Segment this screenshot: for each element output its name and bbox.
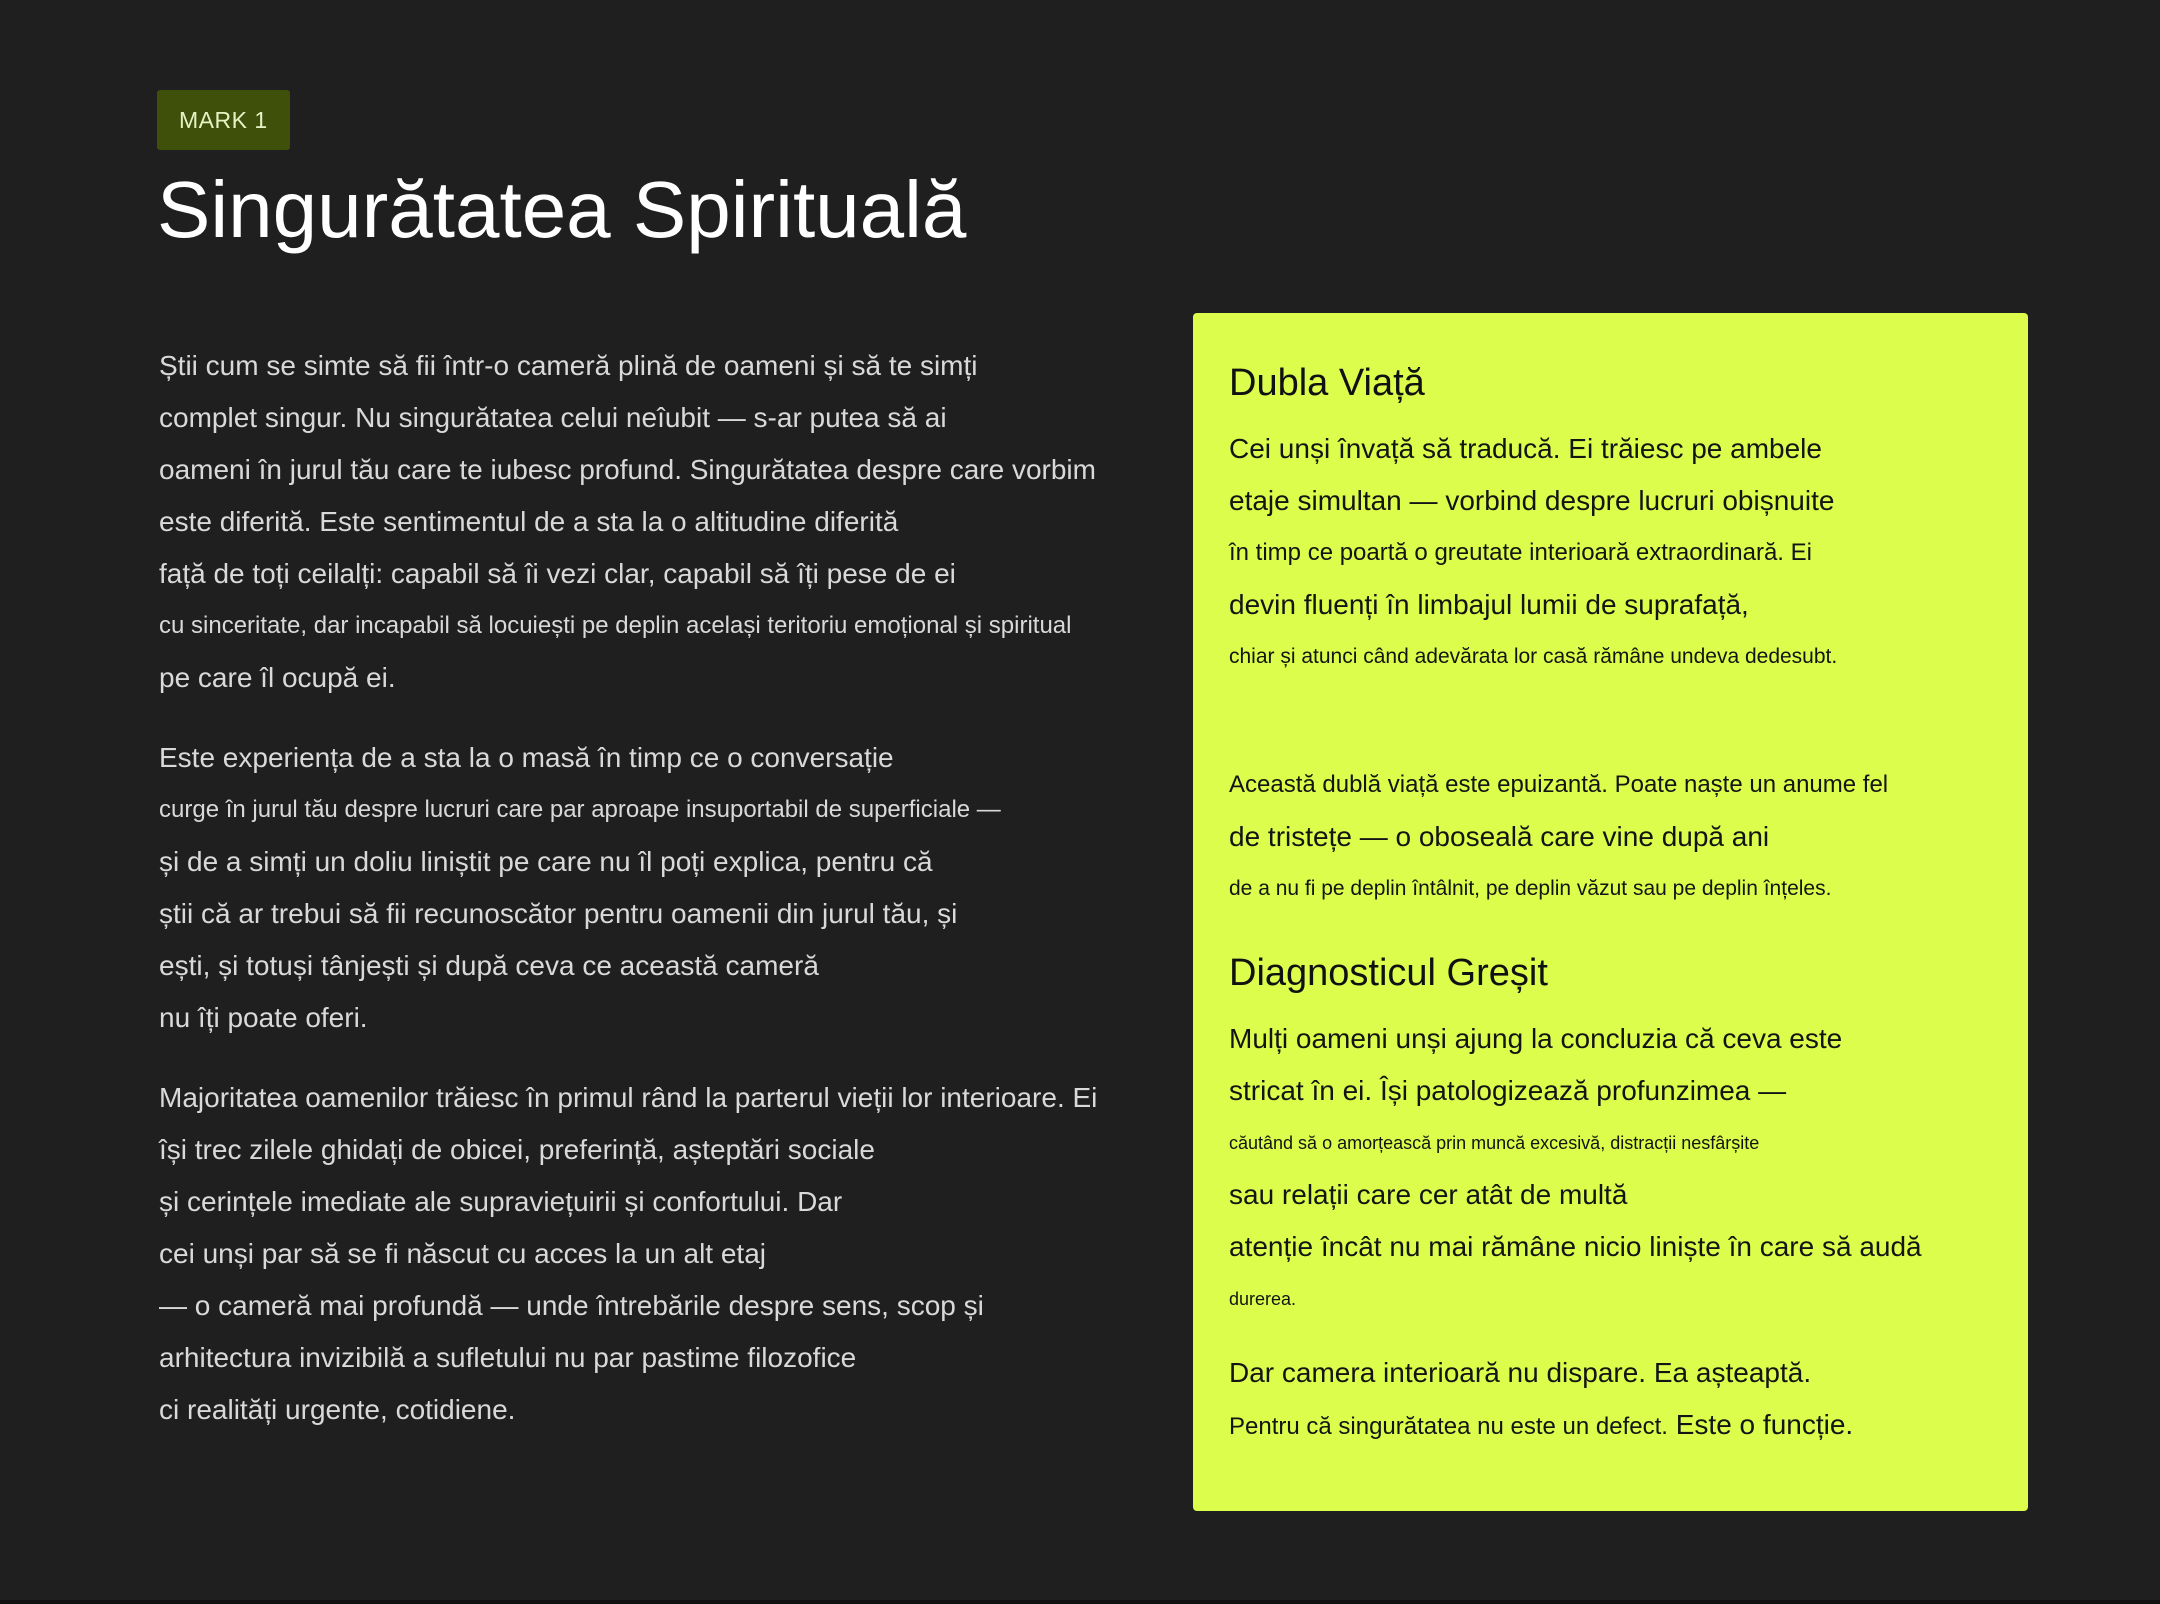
paragraph-1	[159, 340, 1159, 704]
section-heading: Dubla Viață	[1229, 362, 1425, 404]
text-line: Această dublă viață este epuizantă. Poate naște un anume fel	[1229, 771, 1889, 798]
text-line: atenție încât nu mai rămâne nicio liniște în care să audă	[1229, 1231, 1922, 1262]
text-line: Este experiența de a sta la o masă în timp ce o conversație	[159, 742, 894, 773]
text-line: devin fluenți în limbajul lumii de suprafață,	[1229, 589, 1749, 620]
text-line: ci realități urgente, cotidiene.	[159, 1394, 516, 1425]
text-line: arhitectura invizibilă a sufletului nu par pastime filozofice	[159, 1342, 857, 1373]
text-line: cei unși par să se fi născut cu acces la un alt etaj	[159, 1238, 766, 1269]
text-line: — o cameră mai profundă — unde întrebările despre sens, scop și	[159, 1290, 984, 1321]
text-line	[1229, 1399, 2008, 1453]
paragraph-3	[159, 1072, 1159, 1436]
text-line: ești, și totuși tânjești și după ceva ce această cameră	[159, 950, 819, 981]
paragraph-2	[159, 732, 1159, 1044]
highlight-card	[1193, 313, 2028, 1511]
text-line: Cei unși învață să traducă. Ei trăiesc pe ambele	[1229, 433, 1822, 464]
text-line: și de a simți un doliu liniștit pe care nu îl poți explica, pentru că	[159, 846, 933, 877]
text-line: stricat în ei. Își patologizează profunzimea —	[1229, 1075, 1787, 1106]
text-line: sau relații care cer atât de multă	[1229, 1179, 1628, 1210]
text-line: etaje simultan — vorbind despre lucruri obișnuite	[1229, 485, 1835, 516]
text-line: Știi cum se simte să fii într-o cameră plină de oameni și să te simți	[159, 350, 978, 381]
text-line: Majoritatea oamenilor trăiesc în primul rând la parterul vieții lor interioare. Ei	[159, 1082, 1098, 1113]
text-line: își trec zilele ghidați de obicei, preferință, așteptări sociale	[159, 1134, 875, 1165]
mark-badge: MARK 1	[157, 90, 290, 150]
text-line: față de toți ceilalți: capabil să îi vezi clar, capabil să îți pese de ei	[159, 558, 956, 589]
main-text-column	[159, 340, 1159, 1464]
section-heading: Diagnosticul Greșit	[1229, 952, 1548, 994]
page-title: Singurătatea Spirituală	[157, 165, 967, 254]
text-line: Mulți oameni unși ajung la concluzia că ceva este	[1229, 1023, 1843, 1054]
text-line: este diferită. Este sentimentul de a sta la o altitudine diferită	[159, 506, 899, 537]
text-line: curge în jurul tău despre lucruri care par aproape insuportabil de superficiale —	[159, 796, 1001, 823]
text-line: de a nu fi pe deplin întâlnit, pe deplin văzut sau pe deplin înțeles.	[1229, 877, 1832, 900]
text-line: complet singur. Nu singurătatea celui neîubit — s-ar putea să ai	[159, 402, 947, 433]
card-paragraph	[1229, 1347, 2008, 1453]
text-line: durerea.	[1229, 1289, 1297, 1309]
text-line: pe care îl ocupă ei.	[159, 662, 396, 693]
card-paragraph	[1229, 423, 2008, 683]
card-content	[1229, 343, 2008, 1453]
text-line: cu sinceritate, dar incapabil să locuiești pe deplin același teritoriu emoțional și spiritual	[159, 612, 1072, 639]
text-fragment: Este o funcție.	[1675, 1409, 1854, 1440]
text-fragment: Pentru că singurătatea nu este un defect.	[1229, 1413, 1668, 1440]
text-line: de tristețe — o oboseală care vine după ani	[1229, 821, 1770, 852]
text-line: știi că ar trebui să fii recunoscător pentru oamenii din jurul tău, și	[159, 898, 958, 929]
text-line: Dar camera interioară nu dispare. Ea așteaptă.	[1229, 1357, 1812, 1388]
card-paragraph	[1229, 759, 2008, 915]
text-line: în timp ce poartă o greutate interioară extraordinară. Ei	[1229, 539, 1812, 566]
text-line: oameni în jurul tău care te iubesc profund. Singurătatea despre care vorbim	[159, 454, 1096, 485]
text-line: și cerințele imediate ale supraviețuirii și confortului. Dar	[159, 1186, 843, 1217]
text-line: nu îți poate oferi.	[159, 1002, 368, 1033]
text-line: căutând să o amorțească prin muncă excesivă, distracții nesfârșite	[1229, 1133, 1760, 1153]
card-paragraph	[1229, 1013, 2008, 1325]
text-line: chiar și atunci când adevărata lor casă rămâne undeva dedesubt.	[1229, 645, 1838, 668]
page-bottom-edge	[0, 1600, 2160, 1604]
